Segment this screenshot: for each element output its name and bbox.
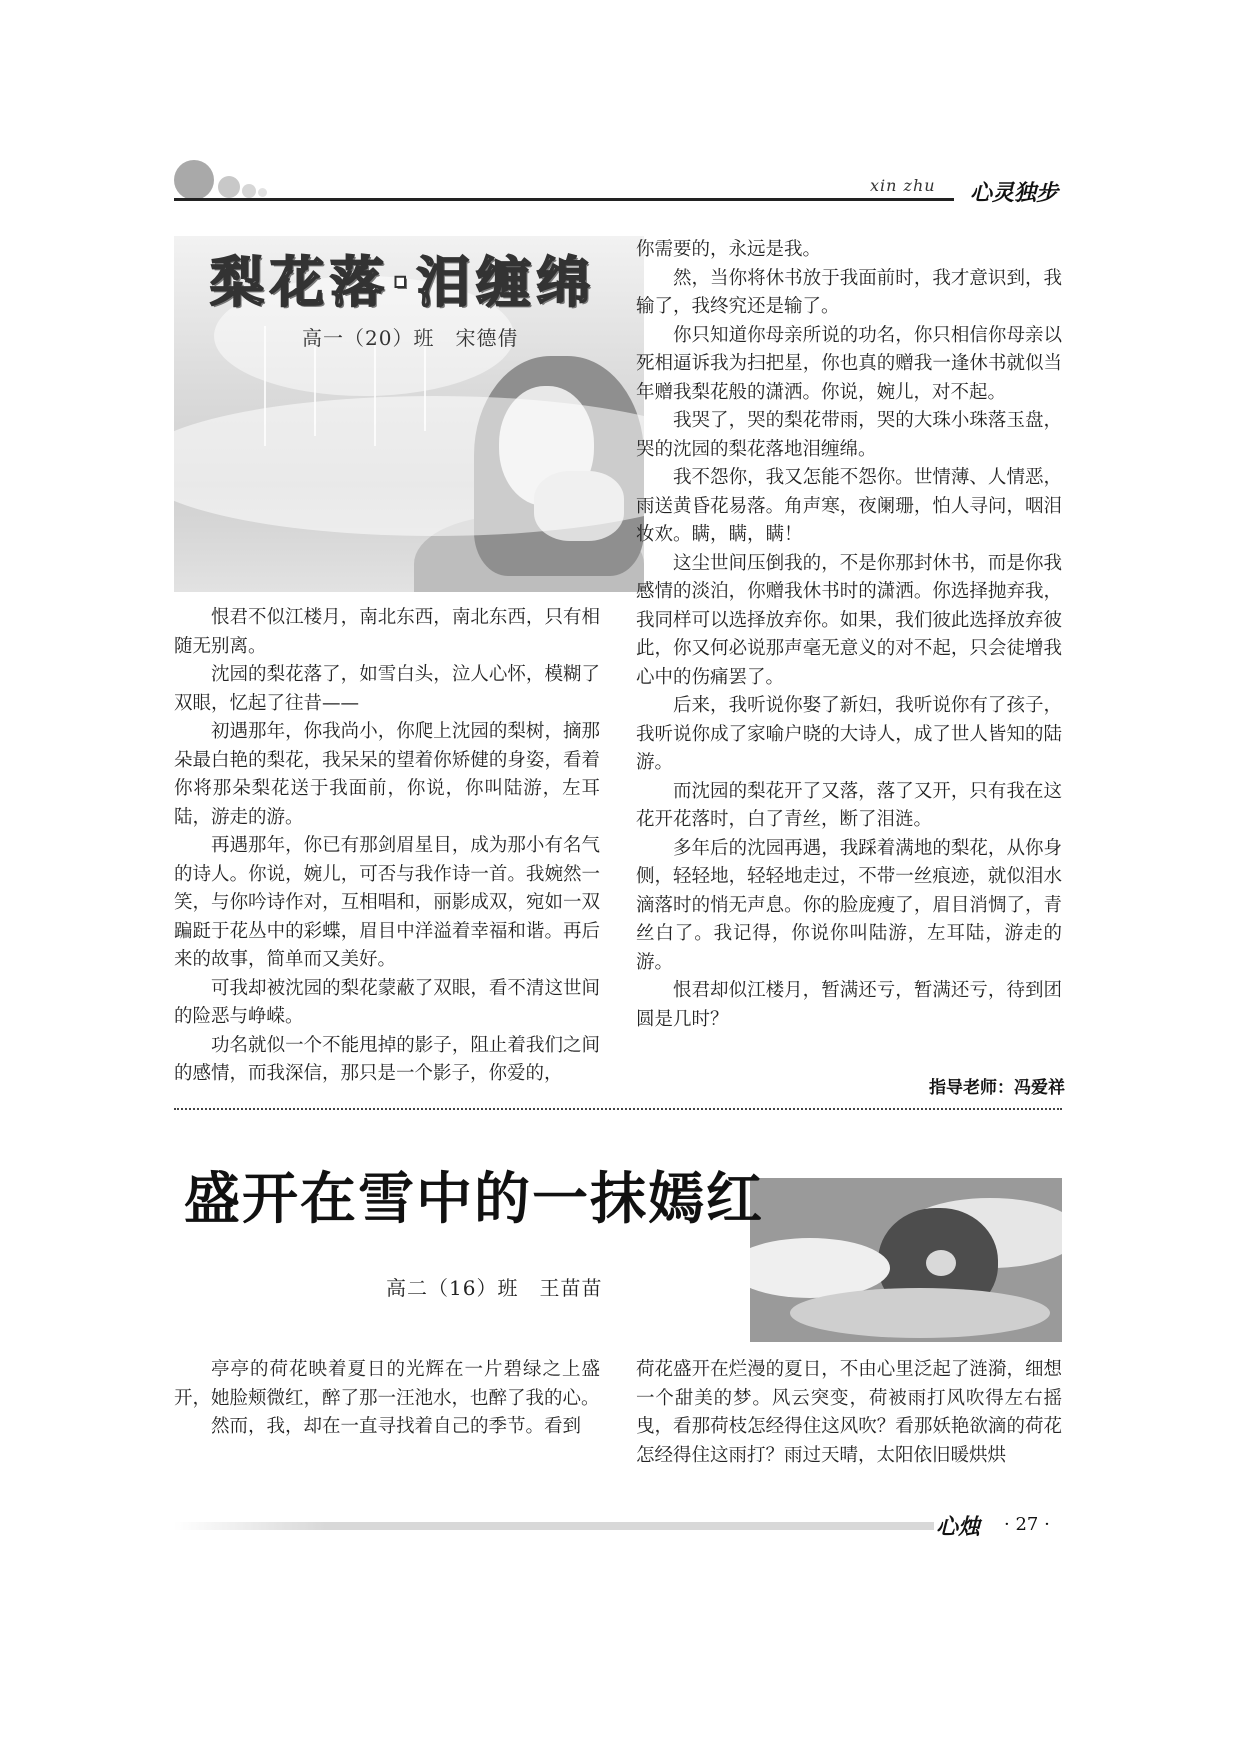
paragraph: 然而，我，却在一直寻找着自己的季节。看到 <box>211 1416 582 1437</box>
paragraph: 荷花盛开在烂漫的夏日，不由心里泛起了涟漪，细想一个甜美的梦。风云突变，荷被雨打风吹得左右摇曳，看那荷枝怎经得住这风吹？看那妖艳欲滴的荷花怎经得住这雨打？雨过天晴，太阳依旧暖烘烘 <box>636 1359 1062 1466</box>
footer-bar <box>174 1522 934 1530</box>
circle-tiny <box>258 188 267 197</box>
circle-large <box>174 160 214 200</box>
article1-author: 高一（20）班 宋德倩 <box>302 326 519 350</box>
paragraph: 然，当你将休书放于我面前时，我才意识到，我输了，我终究还是输了。 <box>636 267 1062 317</box>
paragraph: 多年后的沈园再遇，我踩着满地的梨花，从你身侧，轻轻地，轻轻地走过，不带一丝痕迹，就似泪水滴落时的悄无声息。你的脸庞瘦了，眉目消惆了，青丝白了。我记得，你说你叫陆游，左耳陆，游走的游。 <box>636 837 1062 973</box>
article2-left-column <box>174 1356 600 1442</box>
article2-right-column <box>636 1356 1062 1470</box>
article1-advisor: 指导老师：冯爱祥 <box>929 1078 1065 1098</box>
paragraph: 功名就似一个不能甩掉的影子，阻止着我们之间的感情，而我深信，那只是一个影子，你爱的， <box>174 1034 600 1084</box>
circle-medium <box>218 176 240 198</box>
paragraph: 初遇那年，你我尚小，你爬上沈园的梨树，摘那朵最白艳的梨花，我呆呆的望着你矫健的身姿，看着你将那朵梨花送于我面前，你说，你叫陆游，左耳陆，游走的游。 <box>174 721 600 828</box>
header-rule <box>174 198 954 201</box>
paragraph: 我不怨你，我又怎能不怨你。世情薄、人情恶，雨送黄昏花易落。角声寒，夜阑珊，怕人寻问，咽泪妆欢。瞒，瞒，瞒！ <box>636 467 1062 545</box>
paragraph: 恨君不似江楼月，南北东西，南北东西，只有相随无别离。 <box>174 607 600 657</box>
article2-author: 高二（16）班 王苗苗 <box>386 1276 603 1300</box>
paragraph: 你只知道你母亲所说的功名，你只相信你母亲以死相逼诉我为扫把星，你也真的赠我一逢休书就似当年赠我梨花般的潇洒。你说，婉儿，对不起。 <box>636 324 1062 403</box>
paragraph: 这尘世间压倒我的，不是你那封休书，而是你我感情的淡泊，你赠我休书时的潇洒。你选择抛弃我，我同样可以选择放弃你。如果，我们彼此选择放弃彼此，你又何必说那声毫无意义的对不起，只会徒增我心中的伤痛罢了。 <box>636 552 1062 688</box>
paragraph: 沈园的梨花落了，如雪白头，泣人心怀，模糊了双眼，忆起了往昔—— <box>174 664 600 714</box>
paragraph: 而沈园的梨花开了又落，落了又开，只有我在这花开花落时，白了青丝，断了泪涟。 <box>636 780 1062 830</box>
footer-brand: 心烛 <box>936 1515 981 1540</box>
paragraph: 再遇那年，你已有那剑眉星目，成为那小有名气的诗人。你说，婉儿，可否与我作诗一首。我婉然一笑，与你吟诗作对，互相唱和，丽影成双，宛如一双蹁跹于花丛中的彩蝶，眉目中洋溢着幸福和谐。再后来的故事，简单而又美好。 <box>174 835 600 970</box>
article1-right-column <box>636 236 1062 1034</box>
article1-left-column <box>174 604 600 1089</box>
page-number: · 27 · <box>1004 1514 1050 1535</box>
article2-illustration <box>750 1178 1062 1342</box>
paragraph: 后来，我听说你娶了新妇，我听说你有了孩子，我听说你成了家喻户晓的大诗人，成了世人皆知的陆游。 <box>636 695 1062 773</box>
paragraph: 恨君却似江楼月，暂满还亏，暂满还亏，待到团圆是几时？ <box>636 980 1062 1030</box>
article2-title: 盛开在雪中的一抹嫣红 <box>184 1167 764 1232</box>
paragraph: 你需要的，永远是我。 <box>636 239 822 260</box>
paragraph: 可我却被沈园的梨花蒙蔽了双眼，看不清这世间的险恶与峥嵘。 <box>174 977 600 1027</box>
header-pinyin: xin zhu <box>870 176 936 195</box>
circle-small <box>242 184 256 198</box>
article1-title: 梨花落·泪缠绵 <box>210 251 597 314</box>
paragraph: 亭亭的荷花映着夏日的光辉在一片碧绿之上盛开，她脸颊微红，醉了那一汪池水，也醉了我的心。 <box>174 1359 600 1409</box>
header-column-title: 心灵独步 <box>970 181 1059 206</box>
article-separator <box>174 1108 1062 1110</box>
paragraph: 我哭了，哭的梨花带雨，哭的大珠小珠落玉盘，哭的沈园的梨花落地泪缠绵。 <box>636 410 1062 460</box>
